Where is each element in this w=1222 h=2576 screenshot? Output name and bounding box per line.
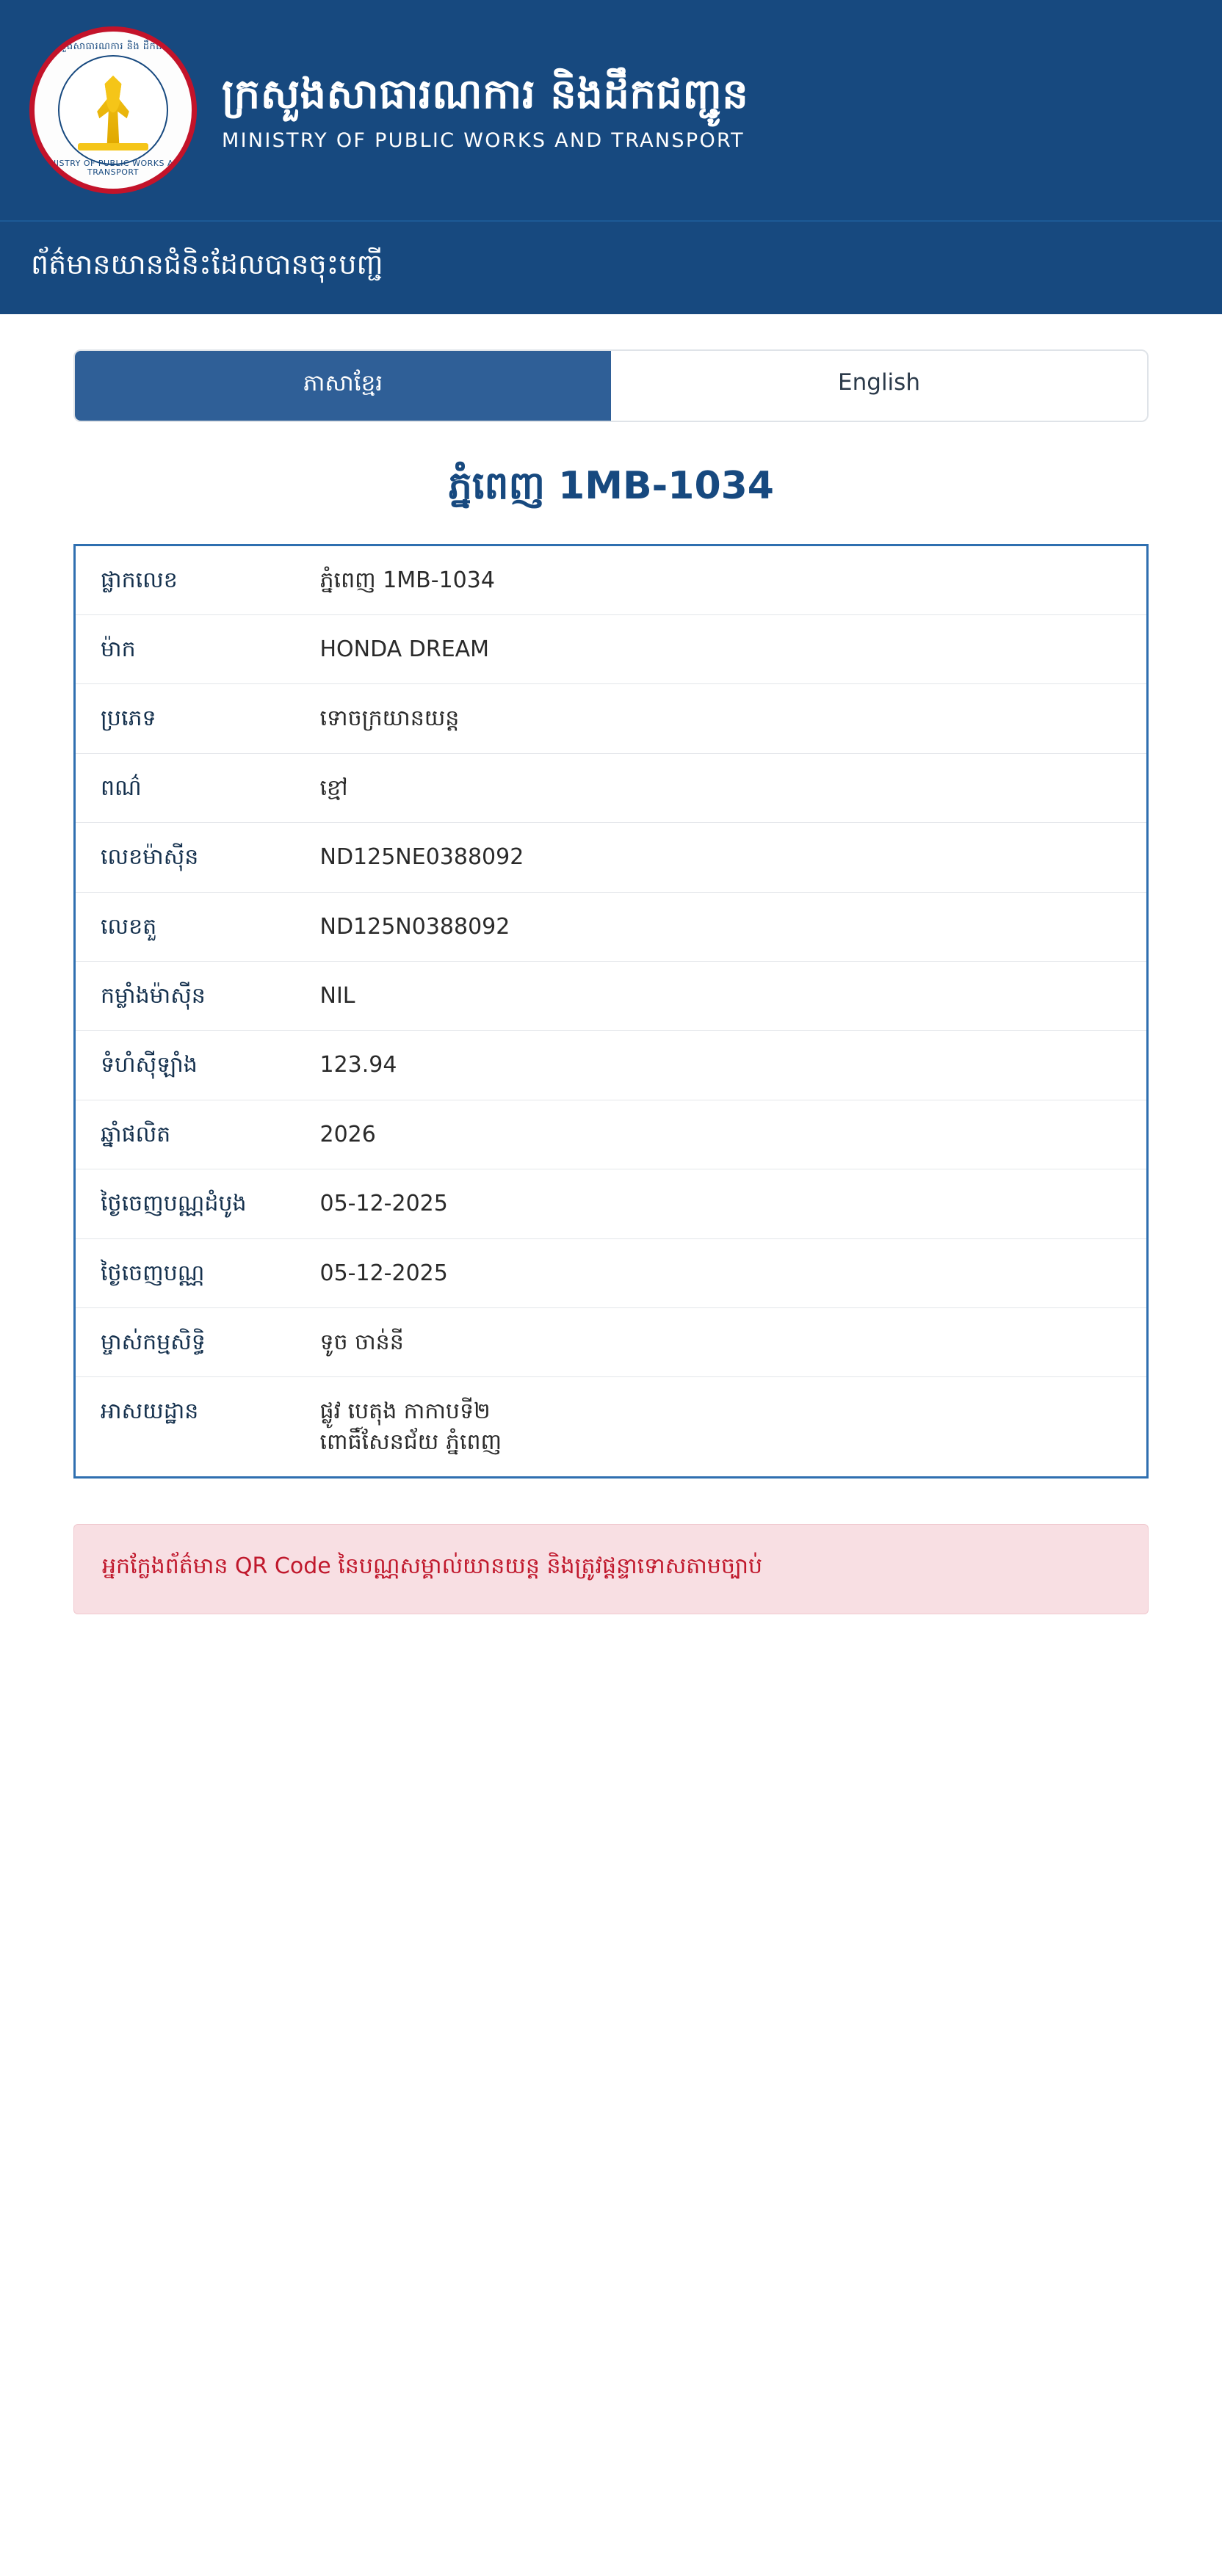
row-value: NIL bbox=[319, 982, 355, 1009]
row-value: ទោចក្រយានយន្ត bbox=[319, 705, 460, 732]
address-line-1: ផ្លូវ បេតុង កាកាបទី២ bbox=[319, 1398, 491, 1425]
table-row bbox=[75, 961, 1148, 1030]
row-label: លេខតួ bbox=[101, 913, 157, 940]
emblem-base-icon bbox=[78, 143, 148, 150]
row-value: 05-12-2025 bbox=[319, 1260, 448, 1286]
emblem-inner bbox=[58, 55, 168, 165]
table-row bbox=[75, 1169, 1148, 1238]
row-label: អាសយដ្ឋាន bbox=[101, 1398, 199, 1425]
row-label: ទំហំស៊ីឡាំង bbox=[101, 1052, 198, 1078]
row-label: ថ្ងៃចេញបណ្ណ bbox=[101, 1260, 205, 1286]
row-value: 2026 bbox=[319, 1121, 376, 1147]
table-row bbox=[75, 1377, 1148, 1478]
table-row bbox=[75, 1238, 1148, 1307]
header-titles bbox=[222, 69, 748, 152]
row-value: 05-12-2025 bbox=[319, 1191, 448, 1217]
page-title: ព័ត៌មានយានជំនិះដែលបានចុះបញ្ជី bbox=[0, 220, 1222, 314]
table-row bbox=[75, 1031, 1148, 1100]
language-tabs-wrap bbox=[0, 314, 1222, 422]
vehicle-info-table-wrap bbox=[0, 544, 1222, 1479]
table-row bbox=[75, 614, 1148, 683]
page-header bbox=[0, 0, 1222, 220]
tab-english[interactable]: English bbox=[611, 351, 1147, 421]
row-value: 123.94 bbox=[319, 1052, 397, 1078]
language-tabs bbox=[73, 349, 1149, 422]
row-label: ម៉ាក bbox=[101, 636, 136, 662]
table-row bbox=[75, 1307, 1148, 1376]
table-row bbox=[75, 753, 1148, 822]
row-label: ប្រភេទ bbox=[101, 705, 156, 732]
table-row bbox=[75, 892, 1148, 961]
table-row bbox=[75, 684, 1148, 753]
row-value-address bbox=[295, 1377, 1148, 1478]
row-label: ថ្ងៃចេញបណ្ណដំបូង bbox=[101, 1191, 247, 1217]
row-label: ពណ៌ bbox=[101, 774, 142, 801]
ministry-title-km: ក្រសួងសាធារណការ និងដឹកជញ្ជូន bbox=[222, 70, 749, 118]
table-row bbox=[75, 823, 1148, 892]
emblem-figure-icon bbox=[94, 76, 132, 145]
ministry-emblem-icon bbox=[29, 26, 197, 194]
row-value: ខ្មៅ bbox=[319, 774, 348, 801]
table-row bbox=[75, 545, 1148, 614]
ministry-title-en: MINISTRY OF PUBLIC WORKS AND TRANSPORT bbox=[222, 128, 745, 152]
row-value: ទូច ចាន់នី bbox=[319, 1329, 404, 1355]
address-line-2: ពោធិ៍សែនជ័យ ភ្នំពេញ bbox=[319, 1429, 502, 1455]
plate-title: ភ្នំពេញ 1MB-1034 bbox=[447, 463, 774, 508]
row-label: ម្ចាស់កម្មសិទ្ធិ bbox=[101, 1329, 206, 1355]
row-value: ND125N0388092 bbox=[319, 913, 510, 940]
row-label: ផ្លាកលេខ bbox=[101, 567, 178, 593]
row-label: លេខម៉ាស៊ីន bbox=[101, 844, 199, 871]
tab-khmer[interactable]: ភាសាខ្មែរ bbox=[75, 351, 611, 421]
warning-notice: អ្នកក្លែងព័ត៌មាន QR Code នៃបណ្ណសម្គាល់យានយន្ត និងត្រូវផ្តន្ទាទោសតាមច្បាប់ bbox=[73, 1524, 1149, 1614]
row-label: ឆ្នាំផលិត bbox=[101, 1121, 171, 1147]
row-value: ND125NE0388092 bbox=[319, 844, 524, 871]
row-label: កម្លាំងម៉ាស៊ីន bbox=[101, 982, 206, 1009]
emblem-text-top: ក្រសួងសាធារណការ និង ដឹកជញ្ជូន bbox=[48, 41, 178, 52]
row-value: ភ្នំពេញ 1MB-1034 bbox=[319, 567, 495, 593]
row-value: HONDA DREAM bbox=[319, 636, 490, 662]
table-row bbox=[75, 1100, 1148, 1169]
vehicle-info-table bbox=[73, 544, 1149, 1479]
emblem-text-bottom: MINISTRY OF PUBLIC WORKS AND TRANSPORT bbox=[40, 158, 187, 177]
